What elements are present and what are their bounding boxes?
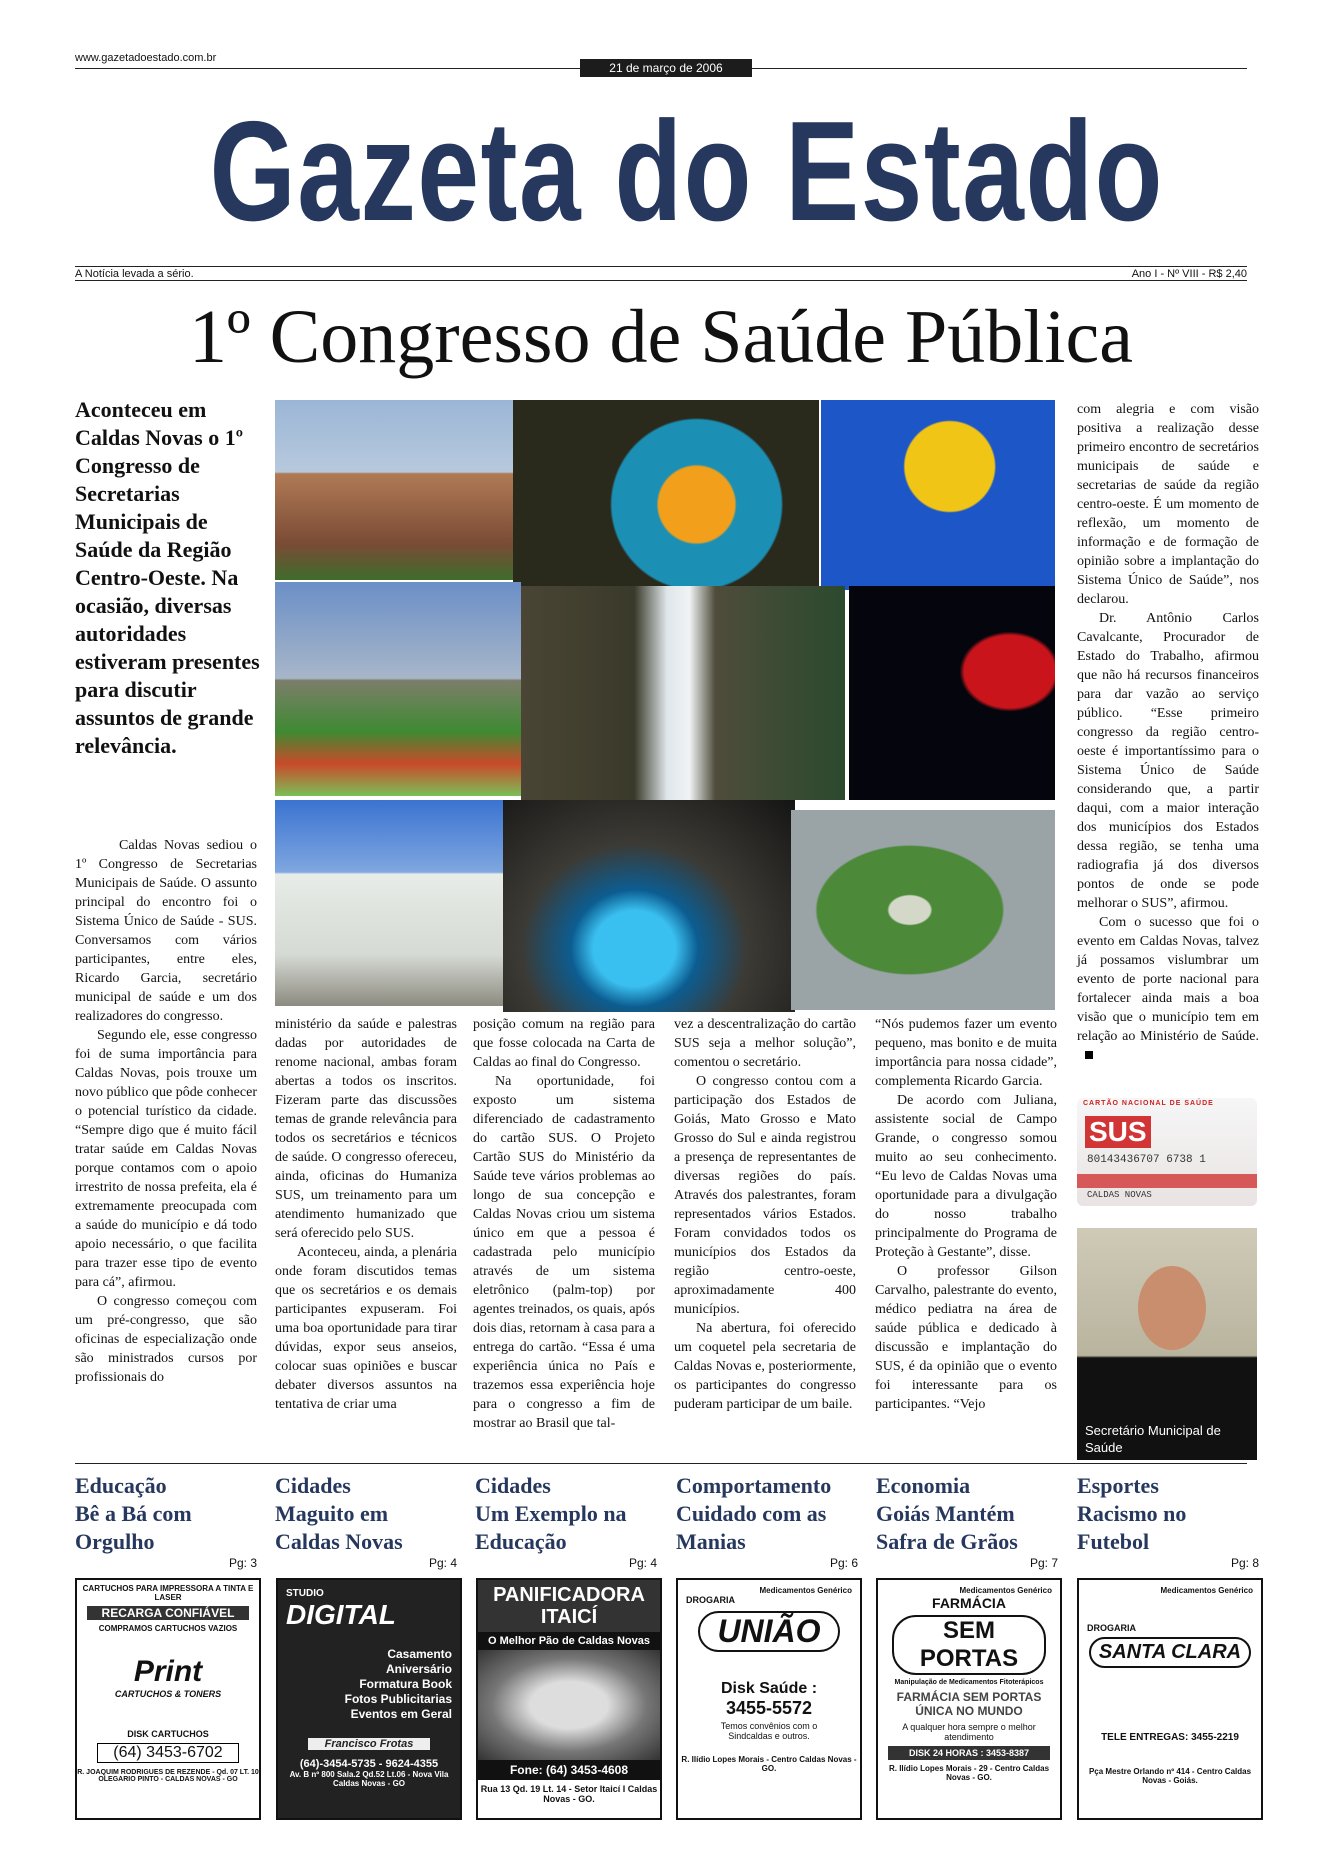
paragraph: Na oportunidade, foi exposto um sistema diferenciado de cadastramento do cartão SUS. O Projeto Cartão SUS do Ministério da Saúde teve vários problemas ao longo de sua concepção e Caldas Novas criou um sistema único em que a pessoa é cadastrada pelo município através de um sistema eletrônico (palm-top) por agentes treinados, os quais, após dois dias, retornam à casa para a entrega do cartão. “Essa é uma experiência única no País e trazemos essa experiência hoje para o congresso a fim de mostrar ao Brasil que tal- — [473, 1074, 655, 1431]
ad-kprint[interactable] — [75, 1578, 261, 1820]
photo-waterfall — [521, 586, 845, 800]
paragraph: Aconteceu, ainda, a plenária onde foram discutidos temas que os secretários e os demais participantes expuseram. Foi uma boa oportunidade para tirar dúvidas, expor seus anseios, colocar suas opiniões e buscar debater diversos assuntos na tentativa de criar uma — [275, 1245, 457, 1412]
ad-brand: SEM PORTAS — [892, 1615, 1046, 1675]
teaser-page: Pg: 3 — [228, 1556, 257, 1570]
ad-address: R. Ilídio Lopes Morais - Centro Caldas Novas - GO. — [681, 1755, 857, 1773]
paragraph: Segundo ele, esse congresso foi de suma importância para Caldas Novas, pois trouxe um novo público que pôde conhecer o potencial turístico da cidade. “Sempre digo que é muito fácil tratar saúde em Caldas Novas porque contamos com o apoio irrestrito de nossa prefeita, ela é extremamente preocupada com a saúde do município e dá todo apoio necessário, o que facilita para trazer esse tipo de evento para cá”, afirmou. — [75, 1028, 257, 1290]
teaser-educacao[interactable] — [75, 1472, 257, 1570]
ad-brand: DIGITAL — [286, 1599, 396, 1630]
article-lead: Aconteceu em Caldas Novas o 1º Congresso de Secretarias Municipais de Saúde da Região Centro-Oeste. Na ocasião, diversas autoridades estiveram presentes para discutir assuntos de grande relevância. — [75, 397, 260, 758]
ad-brand: Print — [133, 1655, 203, 1688]
teaser-title: Goiás Mantém Safra de Grãos — [876, 1501, 1018, 1554]
ad-address: Av. B nº 800 Sala.2 Qd.52 Lt.06 - Nova Vila Caldas Novas - GO — [289, 1770, 449, 1788]
paragraph: com alegria e com visão positiva a realização desse primeiro encontro de secretários municipais de saúde e secretarias de saúde da região centro-oeste. É um momento de reflexão, um momento de informação e de formação de opinião sobre a implantação do Sistema Único de Saúde”, nos declarou. — [1077, 402, 1259, 607]
photo-yellow-tree — [821, 400, 1055, 590]
teaser-page: Pg: 8 — [1230, 1556, 1259, 1570]
teaser-cidades-maguito[interactable] — [275, 1472, 457, 1570]
ad-text: Francisco Frotas — [308, 1738, 430, 1750]
masthead — [75, 82, 1247, 262]
ad-brand: SANTA CLARA — [1089, 1637, 1251, 1668]
paragraph: O congresso começou com um pré-congresso, que são oficinas de especialização onde são ministrados cursos por profissionais do — [75, 1294, 257, 1385]
ad-farmacia-sem-portas[interactable] — [876, 1578, 1062, 1820]
ad-text: RECARGA CONFIÁVEL — [87, 1606, 249, 1620]
teaser-section: Comportamento — [676, 1473, 832, 1498]
teaser-economia[interactable] — [876, 1472, 1058, 1570]
teaser-section: Esportes — [1077, 1473, 1159, 1498]
masthead-title: Gazeta do Estado — [209, 92, 1164, 251]
slogan: A Notícia levada a sério. — [75, 268, 194, 280]
photo-red-sail — [849, 586, 1055, 800]
column-6 — [1077, 400, 1259, 1065]
paragraph: Caldas Novas sediou o 1º Congresso de Secretarias Municipais de Saúde. O assunto principal do encontro foi o Sistema Único de Saúde - SUS. Conversamos com vários participantes, entre eles, Ricardo Garcia, secretário municipal de saúde e um dos realizadores do congresso. — [75, 838, 257, 1024]
main-headline: 1º Congresso de Saúde Pública — [189, 295, 1133, 379]
ad-text: Disk Saúde : — [720, 1680, 818, 1697]
column-5 — [875, 1015, 1057, 1414]
ad-studio-digital[interactable] — [276, 1578, 462, 1820]
ad-phone: Fone: (64) 3453-4608 — [478, 1760, 660, 1780]
site-url[interactable]: www.gazetadoestado.com.br — [75, 52, 217, 64]
ad-address: Pça Mestre Orlando nº 414 - Centro Caldas Novas - Goiás. — [1088, 1767, 1252, 1785]
ad-text: FARMÁCIA — [932, 1595, 1006, 1611]
column-2 — [275, 1015, 457, 1414]
ad-phone: DISK 24 HORAS : 3453-8387 — [888, 1746, 1050, 1760]
paragraph: Na abertura, foi oferecido um coquetel pela secretaria de Caldas Novas e, posteriormente, os participantes do congresso puderam participar de um baile. — [674, 1321, 856, 1412]
photo-city-plaza — [275, 582, 521, 796]
ad-text: A qualquer hora sempre o melhor atendimento — [902, 1722, 1036, 1742]
ad-text: Manipulação de Medicamentos Fitoterápicos — [894, 1679, 1044, 1686]
ad-text: Medicamentos Genérico — [759, 1586, 852, 1595]
ad-phone: TELE ENTREGAS: 3455-2219 — [1101, 1732, 1239, 1743]
edition-info: Ano I - Nº VIII - R$ 2,40 — [1131, 268, 1247, 280]
column-4 — [674, 1015, 856, 1414]
teaser-title: Cuidado com as Manias — [676, 1501, 827, 1554]
ad-phone: (64) 3453-6702 — [97, 1743, 239, 1763]
paragraph: ministério da saúde e palestras dadas por autoridades de renome nacional, ambas foram abertas a todos os inscritos. Fizeram parte das discussões temas de grande relevância para todos os secretários e técnicos de saúde. O congresso ofereceu, ainda, oficinas do Humaniza SUS, um treinamento para um atendimento humanizado que será oferecido pelo SUS. — [275, 1017, 457, 1241]
paragraph: “Nós pudemos fazer um evento pequeno, mas bonito e de muita importância para nossa cidade”, complementa Ricardo Garcia. — [875, 1017, 1057, 1089]
teaser-title: Racismo no Futebol — [1077, 1501, 1187, 1554]
teaser-page: Pg: 4 — [628, 1556, 657, 1570]
ad-text: O Melhor Pão de Caldas Novas — [478, 1632, 660, 1650]
card-header: CARTÃO NACIONAL DE SAÚDE — [1083, 1100, 1214, 1107]
ad-text: Medicamentos Genérico — [1160, 1586, 1253, 1595]
paragraph: De acordo com Juliana, assistente social de Campo Grande, o congresso somou muito ao seu conhecimento. “Eu levo de Caldas Novas uma oportunidade para a divulgação do nosso trabalho principalmente do Programa de Proteção à Gestante”, disse. — [875, 1093, 1057, 1260]
ad-text: DROGARIA — [1087, 1623, 1136, 1633]
column-1 — [75, 836, 257, 1387]
ad-drogaria-santa-clara[interactable] — [1077, 1578, 1263, 1820]
teaser-section: Educação — [75, 1473, 167, 1498]
teaser-cidades-educacao[interactable] — [475, 1472, 657, 1570]
paragraph: posição comum na região para que fosse colocada na Carta de Caldas ao final do Congresso. — [473, 1017, 655, 1070]
masthead-rule-lower — [75, 280, 1247, 281]
paragraph: vez a descentralização do cartão SUS seja a melhor solução”, comentou o secretário. — [674, 1017, 856, 1070]
teaser-comportamento[interactable] — [676, 1472, 858, 1570]
ad-brand: PANIFICADORA ITAICÍ — [478, 1580, 660, 1632]
photo-aerial-park — [791, 810, 1055, 1010]
ad-drogaria-uniao[interactable] — [676, 1578, 862, 1820]
photo-macaw — [513, 400, 819, 590]
teaser-title: Bê a Bá com Orgulho — [75, 1501, 192, 1554]
teaser-section: Cidades — [475, 1473, 551, 1498]
ad-panificadora[interactable] — [476, 1578, 662, 1820]
ad-brand: UNIÃO — [698, 1611, 840, 1652]
ad-address: R. Ilídio Lopes Morais - 29 - Centro Caldas Novas - GO. — [888, 1764, 1050, 1782]
paragraph: Dr. Antônio Carlos Cavalcante, Procurador de Estado do Trabalho, afirmou que não há recursos financeiros para dar vazão ao serviço público. “Esse primeiro congresso da região centro-oeste é importantíssimo para o Sistema Único de Saúde considerando que, a partir daqui, com a maior interação dos municípios dos Estados dessa região, se tenha uma radiografia já dos diversos pontos de onde se pode melhorar o SUS”, afirmou. — [1077, 611, 1259, 911]
teaser-page: Pg: 4 — [428, 1556, 457, 1570]
ad-text: Casamento Aniversário Formatura Book Fotos Publicitarias Eventos em Geral — [344, 1647, 452, 1721]
portrait-caption: Secretário Municipal de Saúde — [1085, 1423, 1221, 1455]
bread-photo — [478, 1650, 660, 1760]
end-mark — [1085, 1051, 1093, 1059]
card-city: CALDAS NOVAS — [1087, 1190, 1152, 1200]
masthead-rule — [75, 266, 1247, 267]
ad-text: STUDIO — [286, 1588, 324, 1599]
photo-mosaic — [275, 400, 1055, 1012]
teaser-page: Pg: 6 — [829, 1556, 858, 1570]
photo-rock-formations — [275, 400, 513, 580]
column-3 — [473, 1015, 655, 1433]
ad-text: DROGARIA — [686, 1595, 735, 1605]
teaser-esportes[interactable] — [1077, 1472, 1259, 1570]
ad-phone: (64)-3454-5735 - 9624-4355 — [299, 1758, 439, 1770]
paragraph: O professor Gilson Carvalho, palestrante do evento, médico pediatra na área de saúde pública e dedicado à discussão e implantação do SUS, é da opinião que o evento foi interessante para os participantes. “Vejo — [875, 1264, 1057, 1412]
teaser-section: Cidades — [275, 1473, 351, 1498]
photo-blue-cave — [503, 800, 795, 1012]
ad-text: COMPRAMOS CARTUCHOS VAZIOS — [98, 1624, 238, 1633]
ad-text: CARTUCHOS & TONERS — [114, 1689, 222, 1699]
card-band — [1077, 1174, 1257, 1188]
teaser-title: Um Exemplo na Educação — [475, 1501, 627, 1554]
issue-date: 21 de março de 2006 — [580, 59, 752, 77]
ad-text: Medicamentos Genérico — [959, 1586, 1052, 1595]
teaser-page: Pg: 7 — [1029, 1556, 1058, 1570]
ad-text: CARTUCHOS PARA IMPRESSORA A TINTA E LASER — [82, 1584, 254, 1602]
ad-address: Rua 13 Qd. 19 Lt. 14 - Setor Itaicí I Caldas Novas - GO. — [480, 1784, 658, 1804]
ad-text: DISK CARTUCHOS — [127, 1729, 209, 1739]
paragraph-last: Com o sucesso que foi o evento em Caldas Novas, talvez já possamos vislumbrar um evento de porte nacional para fortalecer ainda mais a boa visão que o município tem em relação ao Ministério de Saúde. — [1077, 913, 1259, 1065]
ad-text: Temos convênios com o Sindcaldas e outros. — [720, 1721, 818, 1741]
ad-text: FARMÁCIA SEM PORTAS ÚNICA NO MUNDO — [896, 1690, 1042, 1718]
paragraph: O congresso contou com a participação dos Estados de Goiás, Mato Grosso e Mato Grosso do Sul e ainda registrou a presença de representantes de diversas regiões do país. Através dos palestrantes, foram representados vários Estados. Foram convidados todos os municípios dos Estados da região centro-oeste, aproximadamente 400 municípios. — [674, 1074, 856, 1317]
photo-colonial-house — [275, 800, 503, 1006]
card-number: 80143436707 6738 1 — [1087, 1154, 1206, 1166]
teaser-divider — [75, 1463, 1247, 1464]
sus-logo: SUS — [1085, 1116, 1151, 1148]
ad-phone: 3455-5572 — [725, 1698, 813, 1718]
ad-address: R. JOAQUIM RODRIGUES DE REZENDE - Qd. 07 LT. 10 OLEGARIO PINTO - CALDAS NOVAS - GO — [77, 1769, 259, 1783]
sus-card-photo — [1077, 1098, 1257, 1206]
teaser-title: Maguito em Caldas Novas — [275, 1501, 403, 1554]
teaser-section: Economia — [876, 1473, 971, 1498]
